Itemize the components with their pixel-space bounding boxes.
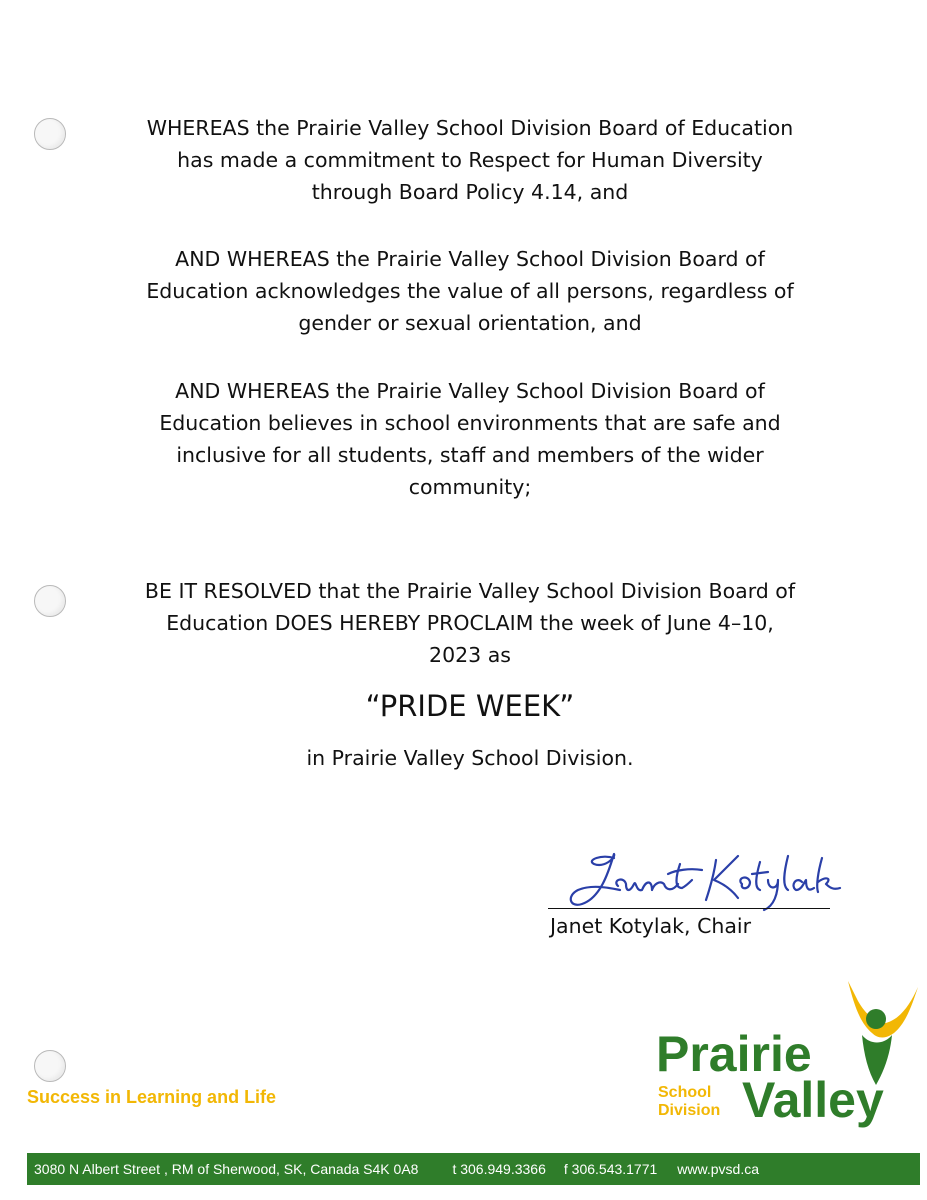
- handwritten-signature: [556, 840, 846, 912]
- footer-bar: [27, 1153, 920, 1185]
- binder-hole-top: [34, 118, 66, 150]
- signature-block: [548, 840, 848, 950]
- logo-word-division: Division: [658, 1102, 721, 1119]
- text-line: inclusive for all students, staff and members of the wider: [176, 443, 764, 467]
- figure-head-icon: [866, 1009, 886, 1029]
- footer-website[interactable]: www.pvsd.ca: [677, 1161, 759, 1177]
- figure-arms-icon: [848, 981, 918, 1038]
- binder-hole-bottom: [34, 1050, 66, 1082]
- logo-word-valley: Valley: [742, 1072, 884, 1128]
- tagline: Success in Learning and Life: [27, 1087, 277, 1107]
- footer-address: 3080 N Albert Street , RM of Sherwood, SK, Canada S4K 0A8: [34, 1161, 419, 1177]
- text-line: 2023 as: [429, 643, 511, 667]
- text-line: BE IT RESOLVED that the Prairie Valley School Division Board of: [144, 579, 796, 603]
- footer-fax: f 306.543.1771: [563, 1161, 658, 1177]
- text-line: AND WHEREAS the Prairie Valley School Division Board of: [175, 247, 765, 271]
- binder-hole-middle: [34, 585, 66, 617]
- whereas-paragraph-1: [100, 112, 840, 208]
- logo-word-prairie: Prairie: [656, 1026, 812, 1082]
- text-line: Education DOES HEREBY PROCLAIM the week of June 4–10,: [166, 611, 774, 635]
- prairie-valley-logo: [640, 975, 922, 1135]
- logo-word-school: School: [658, 1084, 712, 1101]
- text-line: Education believes in school environments that are safe and: [159, 411, 781, 435]
- whereas-paragraph-3: [100, 375, 840, 503]
- signature-line: [548, 908, 830, 909]
- text-line: AND WHEREAS the Prairie Valley School Division Board of: [175, 379, 765, 403]
- text-line: gender or sexual orientation, and: [298, 311, 642, 335]
- signatory-name: Janet Kotylak, Chair: [550, 914, 752, 938]
- text-line: community;: [408, 475, 532, 499]
- text-line: Education acknowledges the value of all persons, regardless of: [146, 279, 794, 303]
- text-line: through Board Policy 4.14, and: [311, 180, 629, 204]
- whereas-paragraph-2: [100, 243, 840, 339]
- text-line: WHEREAS the Prairie Valley School Division Board of Education: [146, 116, 794, 140]
- resolved-paragraph: [100, 575, 840, 671]
- footer-phone: t 306.949.3366: [452, 1161, 546, 1177]
- proclamation-title: “PRIDE WEEK”: [365, 689, 575, 723]
- text-line: has made a commitment to Respect for Human Diversity: [177, 148, 763, 172]
- closing-line: in Prairie Valley School Division.: [306, 746, 634, 770]
